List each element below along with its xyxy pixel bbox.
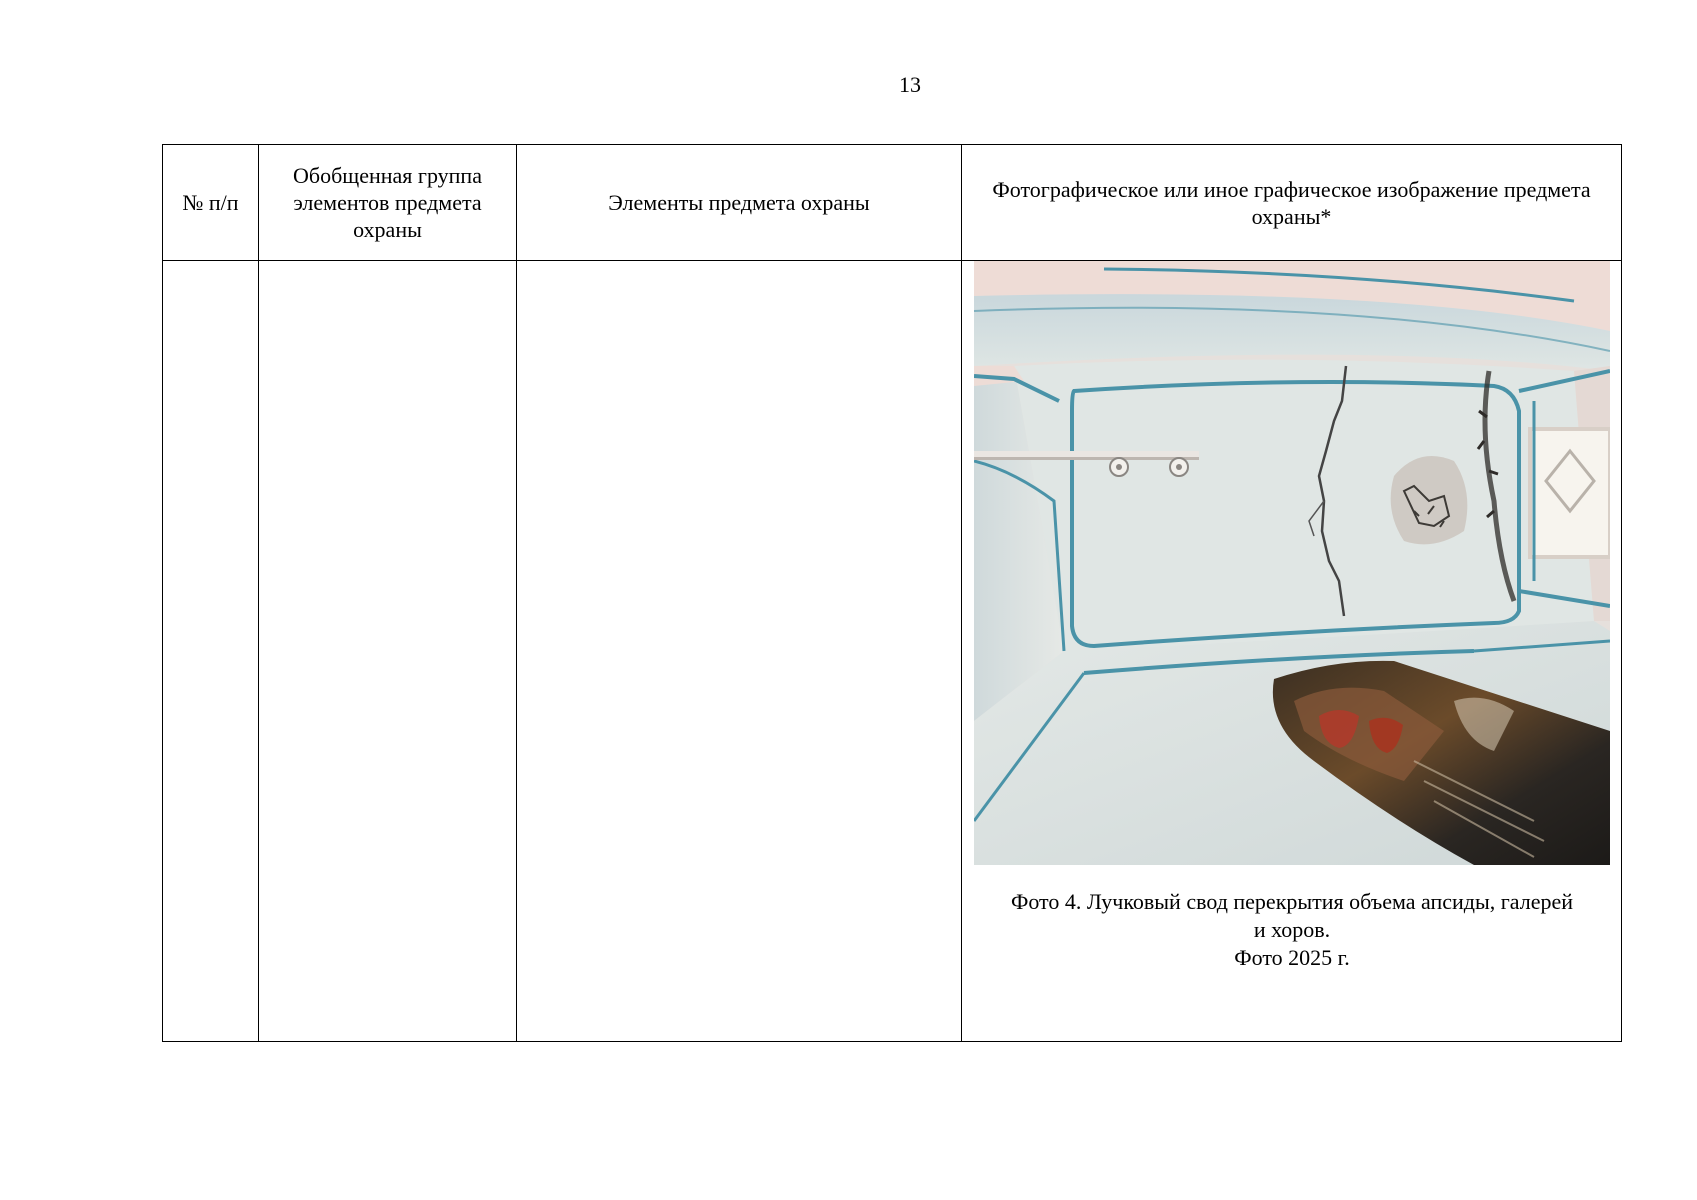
header-elements: Элементы предмета охраны	[517, 145, 962, 261]
header-photo: Фотографическое или иное графическое изображение предмета охраны*	[962, 145, 1622, 261]
vault-photo	[974, 261, 1610, 865]
cell-photo	[962, 261, 1622, 1042]
header-group: Обобщенная группа элементов предмета охраны	[259, 145, 517, 261]
protection-elements-table	[162, 144, 1622, 1042]
table-row	[163, 261, 1622, 1042]
table-header-row	[163, 145, 1622, 261]
cell-num	[163, 261, 259, 1042]
photo-caption	[974, 888, 1610, 972]
caption-line-2: и хоров.	[1253, 917, 1331, 942]
page-number: 13	[899, 72, 921, 97]
caption-line-1: Фото 4. Лучковый свод перекрытия объема апсиды, галерей	[1010, 889, 1574, 914]
cell-elements	[517, 261, 962, 1042]
header-num: № п/п	[163, 145, 259, 261]
cell-group	[259, 261, 517, 1042]
caption-line-3: Фото 2025 г.	[1234, 945, 1350, 970]
